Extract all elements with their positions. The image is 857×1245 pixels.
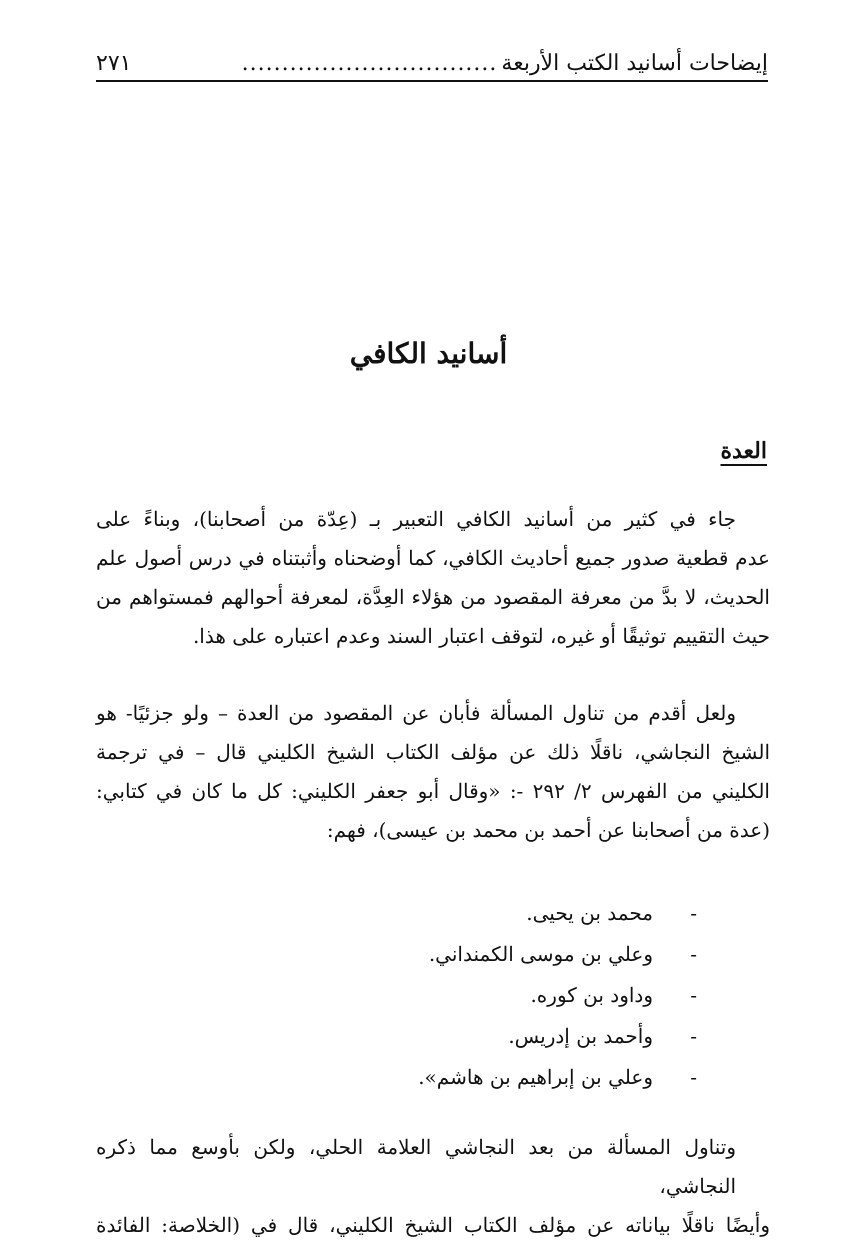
list-dash: - [690,942,697,966]
list-item [418,934,697,975]
list-dash: - [690,983,697,1007]
list-item-text: وداود بن كوره. [530,983,653,1007]
paragraph-1-line: جاء في كثير من أسانيد الكافي التعبير بـ (عِدّة من أصحابنا)، وبناءً على [96,507,736,531]
running-header-title: إيضاحات أسانيد الكتب الأربعة [501,51,768,76]
paragraph-3 [96,1128,770,1245]
paragraph-2-line: الكليني من الفهرس ٢/ ٢٩٢ -: «وقال أبو جعفر الكليني: كل ما كان في كتابي: [96,779,770,803]
list-item [418,893,697,934]
running-header [96,40,768,82]
list-dash: - [690,1065,697,1089]
list-dash: - [690,901,697,925]
list-item-text: وأحمد بن إدريس. [508,1024,653,1048]
list-item-text: وعلي بن إبراهيم بن هاشم». [418,1065,653,1089]
paragraph-2 [96,694,770,850]
list-item-text: وعلي بن موسى الكمنداني. [428,942,653,966]
paragraph-1-line: حيث التقييم توثيقًا أو غيره، لتوقف اعتبار السند وعدم اعتباره على هذا. [192,624,770,648]
paragraph-3-line: وأيضًا ناقلًا بياناته عن مؤلف الكتاب الشيخ الكليني، قال في (الخلاصة: الفائدة [96,1213,770,1237]
narrators-list [418,893,697,1098]
paragraph-2-line: الشيخ النجاشي، ناقلًا ذلك عن مؤلف الكتاب الشيخ الكليني قال – في ترجمة [96,740,770,764]
running-header-leader-dots: ................................ [241,51,498,76]
list-dash: - [690,1024,697,1048]
paragraph-1-line: الحديث، لا بدَّ من معرفة المقصود من هؤلاء العِدَّة، لمعرفة أحوالهم فمستواهم من [96,585,770,609]
paragraph-1-line: عدم قطعية صدور جميع أحاديث الكافي، كما أوضحناه وأثبتناه في درس أصول علم [96,546,770,570]
list-item [418,1057,697,1098]
list-item [418,975,697,1016]
section-heading: العدة [720,438,767,464]
paragraph-2-line: ولعل أقدم من تناول المسألة فأبان عن المقصود من العدة – ولو جزئيًا- هو [96,701,736,725]
paragraph-2-line: (عدة من أصحابنا عن أحمد بن محمد بن عيسى)، فهم: [326,818,770,842]
page-number: ٢٧١ [96,51,132,76]
paragraph-3-line: وتناول المسألة من بعد النجاشي العلامة الحلي، ولكن بأوسع مما ذكره النجاشي، [96,1135,736,1198]
chapter-title: أسانيد الكافي [349,337,508,370]
paragraph-1 [96,500,770,656]
list-item [418,1016,697,1057]
list-item-text: محمد بن يحيى. [526,901,653,925]
